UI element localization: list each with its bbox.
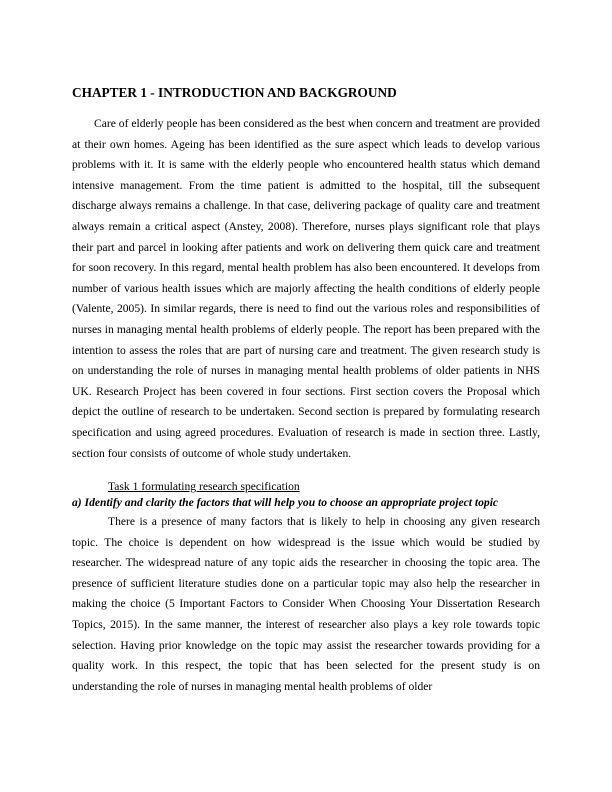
- task-heading: Task 1 formulating research specification: [108, 480, 300, 494]
- task-paragraph: There is a presence of many factors that is likely to help in choosing any given research topic. The choice is dependent on how widespread is the issue which would be studied by researcher. The widespread nature of any topic aids the researcher in choosing the topic area. The presence of sufficient literature studies done on a particular topic may also help the researcher in making the choice (5 Important Factors to Consider When Choosing Your Dissertation Research Topics, 2015). In the same manner, the interest of researcher also plays a key role towards topic selection. Having prior knowledge on the topic may assist the researcher towards providing for a quality work. In this respect, the topic that has been selected for the present study is on understanding the role of nurses in managing mental health problems of older: [72, 515, 540, 693]
- chapter-title: CHAPTER 1 - INTRODUCTION AND BACKGROUND: [72, 85, 397, 100]
- intro-paragraph: Care of elderly people has been considered as the best when concern and treatment are provided at their own homes. Ageing has been identified as the sure aspect which leads to develop various problems with it. It is same with the elderly people who encountered health status which demand intensive management. From the time patient is admitted to the hospital, till the subsequent discharge always remains a challenge. In that case, delivering package of quality care and treatment always remain a critical aspect (Anstey, 2008). Therefore, nurses plays significant role that plays their part and parcel in looking after patients and work on delivering them quick care and treatment for soon recovery. In this regard, mental health problem has also been encountered. It develops from number of various health issues which are majorly affecting the health conditions of elderly people (Valente, 2005). In similar regards, there is need to find out the various roles and responsibilities of nurses in managing mental health problems of elderly people. The report has been prepared with the intention to assess the roles that are part of nursing care and treatment. The given research study is on understanding the role of nurses in managing mental health problems of older patients in NHS UK. Research Project has been covered in four sections. First section covers the Proposal which depict the outline of research to be undertaken. Second section is prepared by formulating research specification and using agreed procedures. Evaluation of research is made in section three. Lastly, section four consists of outcome of whole study undertaken.: [72, 117, 540, 460]
- document-page: [72, 84, 540, 697]
- section-subheading: a) Identify and clarity the factors that will help you to choose an appropriate project topic: [72, 496, 499, 510]
